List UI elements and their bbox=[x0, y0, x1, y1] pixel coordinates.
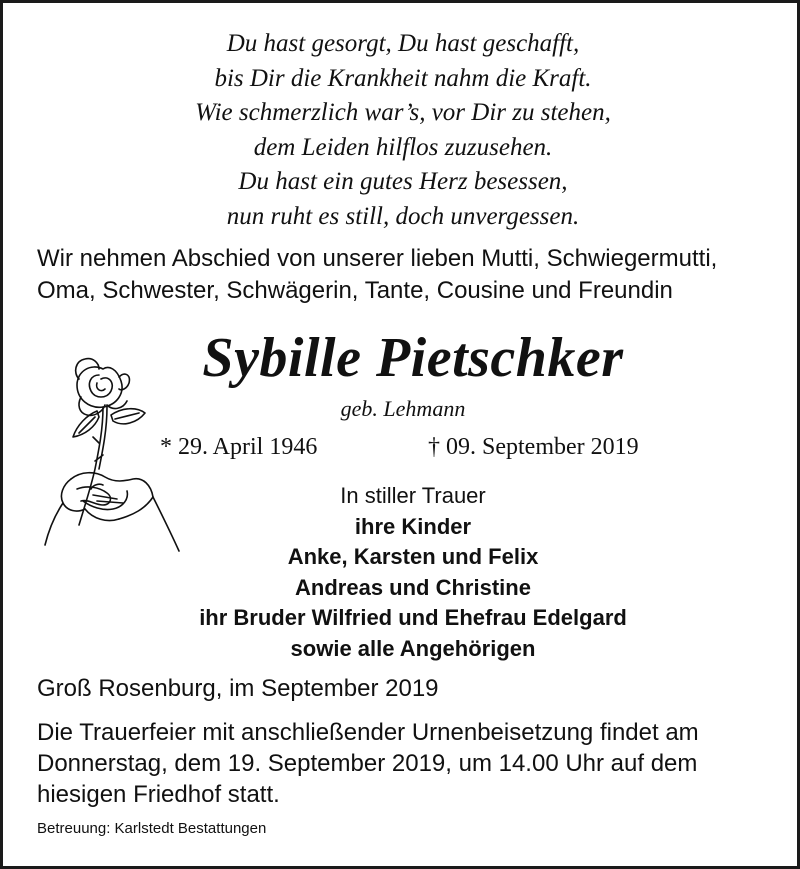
mourner-line: ihre Kinder bbox=[354, 513, 472, 539]
mourner-line: sowie alle Angehörigen bbox=[290, 635, 536, 661]
death-date: † 09. September 2019 bbox=[428, 434, 639, 460]
place-date: Groß Rosenburg, im September 2019 bbox=[37, 675, 439, 702]
poem-line: nun ruht es still, doch unvergessen. bbox=[226, 202, 580, 230]
ceremony-info bbox=[37, 717, 772, 810]
maiden-name: geb. Lehmann bbox=[340, 396, 466, 421]
funeral-home-credit: Betreuung: Karlstedt Bestattungen bbox=[37, 820, 267, 837]
poem-line: Du hast gesorgt, Du hast geschafft, bbox=[226, 30, 580, 57]
birth-date: * 29. April 1946 bbox=[160, 434, 318, 460]
intro-line: Wir nehmen Abschied von unserer lieben Mutti, Schwiegermutti, bbox=[37, 245, 718, 272]
mourners-lead: In stiller Trauer bbox=[340, 483, 486, 508]
memorial-poem bbox=[3, 27, 800, 234]
ceremony-line: Die Trauerfeier mit anschließender Urnenbeisetzung findet am bbox=[37, 719, 699, 746]
ceremony-line: Donnerstag, dem 19. September 2019, um 14.00 Uhr auf dem bbox=[37, 750, 698, 777]
ceremony-line: hiesigen Friedhof statt. bbox=[37, 781, 280, 808]
poem-line: dem Leiden hilflos zuzusehen. bbox=[253, 133, 553, 161]
poem-line: Wie schmerzlich war’s, vor Dir zu stehen, bbox=[195, 99, 611, 126]
intro-line: Oma, Schwester, Schwägerin, Tante, Cousine und Freundin bbox=[37, 277, 673, 304]
poem-line: bis Dir die Krankheit nahm die Kraft. bbox=[214, 64, 592, 92]
mourners-list bbox=[153, 481, 673, 664]
poem-line: Du hast ein gutes Herz besessen, bbox=[238, 168, 568, 195]
mourner-line: Anke, Karsten und Felix bbox=[287, 544, 539, 569]
deceased-name: Sybille Pietschker bbox=[202, 327, 624, 389]
mourner-line: ihr Bruder Wilfried und Ehefrau Edelgard bbox=[199, 605, 627, 630]
farewell-intro bbox=[37, 243, 777, 307]
mourner-line: Andreas und Christine bbox=[295, 574, 531, 600]
